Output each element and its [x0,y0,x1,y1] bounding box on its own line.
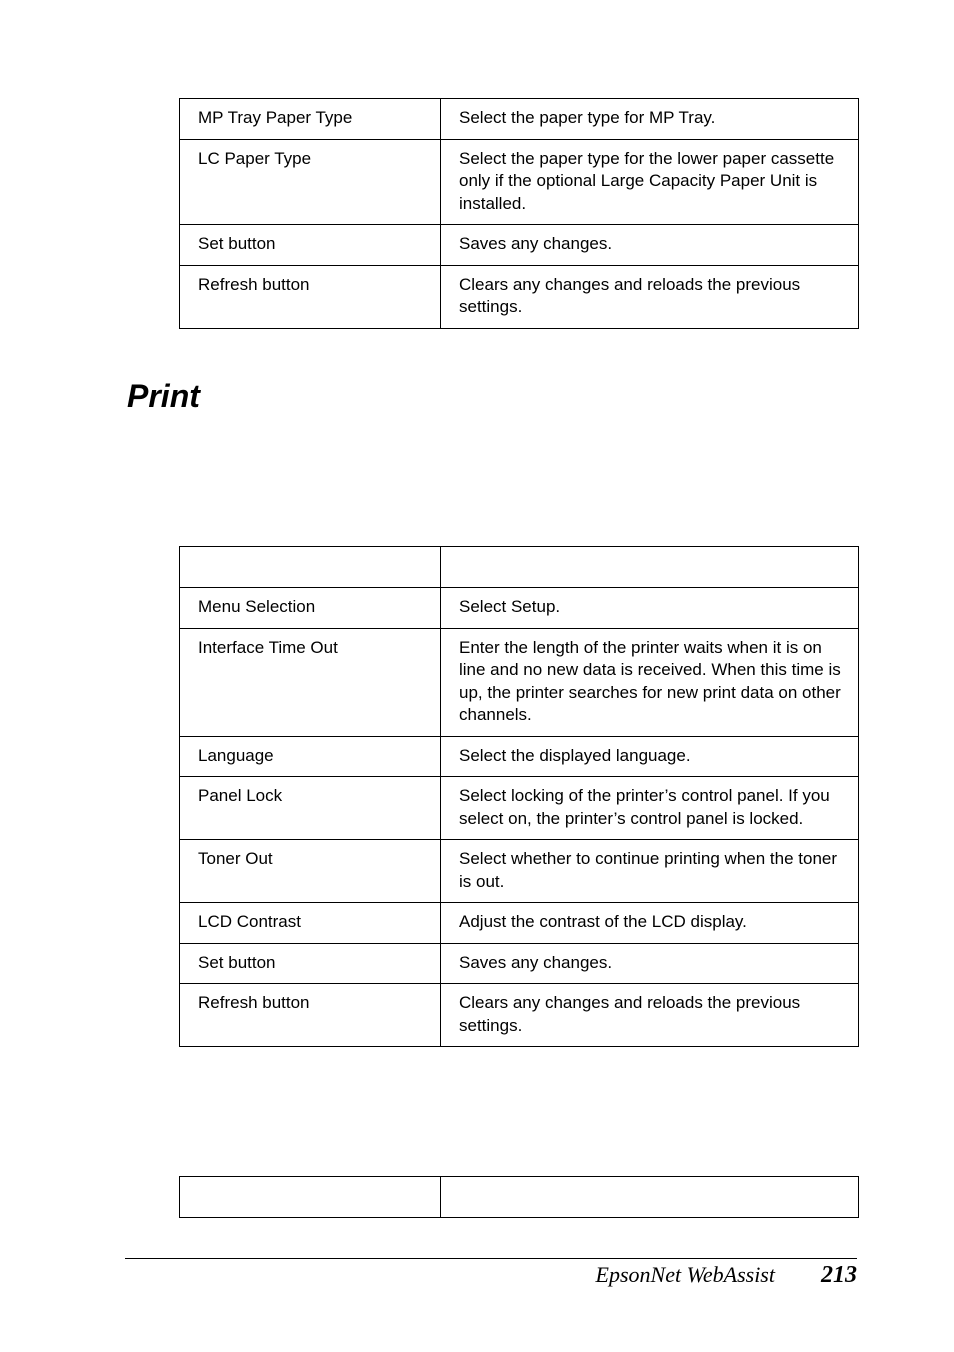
setting-name: LC Paper Type [180,139,441,225]
setting-name: MP Tray Paper Type [180,99,441,140]
table-row [180,903,859,944]
header-cell [441,547,859,588]
header-cell [441,1177,859,1218]
settings-table-setup [179,546,859,1047]
section-title: Print [127,378,200,414]
setting-description: Clears any changes and reloads the previous settings. [441,984,859,1047]
settings-table-paper [179,98,859,329]
setting-description: Saves any changes. [441,225,859,266]
table-row [180,225,859,266]
footer-divider [125,1258,857,1259]
setting-name: Menu Selection [180,588,441,629]
page-number: 213 [821,1262,857,1288]
table-row [180,777,859,840]
setting-name: Panel Lock [180,777,441,840]
header-cell [180,1177,441,1218]
table-row [180,265,859,328]
table-row [180,628,859,736]
page-footer [596,1262,857,1289]
setting-description: Select the paper type for MP Tray. [441,99,859,140]
setting-description: Adjust the contrast of the LCD display. [441,903,859,944]
table-row [180,139,859,225]
footer-title: EpsonNet WebAssist [595,1262,775,1287]
table-row [180,943,859,984]
setting-name: Interface Time Out [180,628,441,736]
setting-name: Toner Out [180,840,441,903]
table-header-row [180,547,859,588]
settings-table-next [179,1176,859,1218]
setting-description: Select the displayed language. [441,736,859,777]
setting-description: Enter the length of the printer waits when it is on line and no new data is received. When this time is up, the printer searches for new print data on other channels. [441,628,859,736]
table-row [180,984,859,1047]
setting-description: Select the paper type for the lower paper cassette only if the optional Large Capacity Paper Unit is installed. [441,139,859,225]
setting-name: Refresh button [180,984,441,1047]
setting-description: Clears any changes and reloads the previous settings. [441,265,859,328]
table-row [180,736,859,777]
header-cell [180,547,441,588]
setting-name: Refresh button [180,265,441,328]
table-row [180,99,859,140]
setting-description: Select whether to continue printing when the toner is out. [441,840,859,903]
setting-name: Set button [180,943,441,984]
setting-name: Set button [180,225,441,266]
table-row [180,588,859,629]
setting-name: Language [180,736,441,777]
setting-name: LCD Contrast [180,903,441,944]
table-row [180,840,859,903]
setting-description: Saves any changes. [441,943,859,984]
table-header-row [180,1177,859,1218]
setting-description: Select Setup. [441,588,859,629]
setting-description: Select locking of the printer’s control panel. If you select on, the printer’s control panel is locked. [441,777,859,840]
